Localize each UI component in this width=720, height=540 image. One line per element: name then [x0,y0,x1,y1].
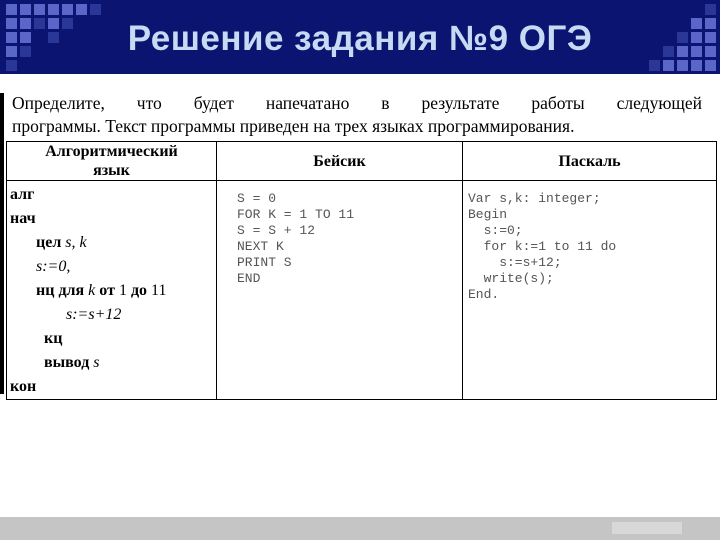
decor-square [677,60,688,71]
pascal-line: for k:=1 to 11 do [468,239,617,254]
pascal-line: s:=0; [468,223,523,238]
algorithmic-code-cell [7,181,217,400]
left-accent-bar [0,93,4,394]
pascal-code-cell [463,181,717,400]
header-algorithmic: Алгоритмический язык [7,142,217,181]
alg-line: цел s, k [36,234,87,251]
alg-line: кц [44,330,63,347]
decor-square [663,60,674,71]
basic-line: PRINT S [237,255,292,270]
decor-square [649,60,660,71]
page-title: Решение задания №9 ОГЭ [127,19,593,58]
footer-watermark [612,522,682,534]
basic-line: FOR K = 1 TO 11 [237,207,355,222]
alg-line: нач [10,210,36,227]
alg-line: s:=0, [36,258,71,275]
decor-square [691,60,702,71]
alg-line: нц для k от 1 до 11 [36,282,167,299]
decor-square [62,4,73,15]
alg-line: вывод s [44,354,100,371]
programs-table [6,141,717,400]
decor-square [76,4,87,15]
decor-square [6,60,17,71]
decor-square [6,4,17,15]
decor-square [20,4,31,15]
alg-line: алг [10,186,35,203]
pascal-line: Begin [468,207,508,222]
basic-code-cell [217,181,463,400]
header-pascal: Паскаль [463,142,717,181]
task-text-line-1: Определите, что будет напечатано в результате работы следующей [12,93,702,113]
task-text-line-2: программы. Текст программы приведен на трех языках программирования. [12,116,575,136]
decor-square [48,4,59,15]
header-basic: Бейсик [217,142,463,181]
pascal-line: End. [468,287,500,302]
basic-line: S = 0 [237,191,277,206]
alg-line: s:=s+12 [66,306,122,323]
alg-line: кон [10,378,37,395]
basic-line: S = S + 12 [237,223,316,238]
pascal-line: s:=s+12; [468,255,562,270]
decor-square [705,60,716,71]
basic-line: NEXT K [237,239,284,254]
title-banner [0,0,720,74]
pascal-line: write(s); [468,271,554,286]
decor-square [34,4,45,15]
pascal-line: Var s,k: integer; [468,191,601,206]
decor-square [705,4,716,15]
basic-line: END [237,271,261,286]
decor-square [90,4,101,15]
